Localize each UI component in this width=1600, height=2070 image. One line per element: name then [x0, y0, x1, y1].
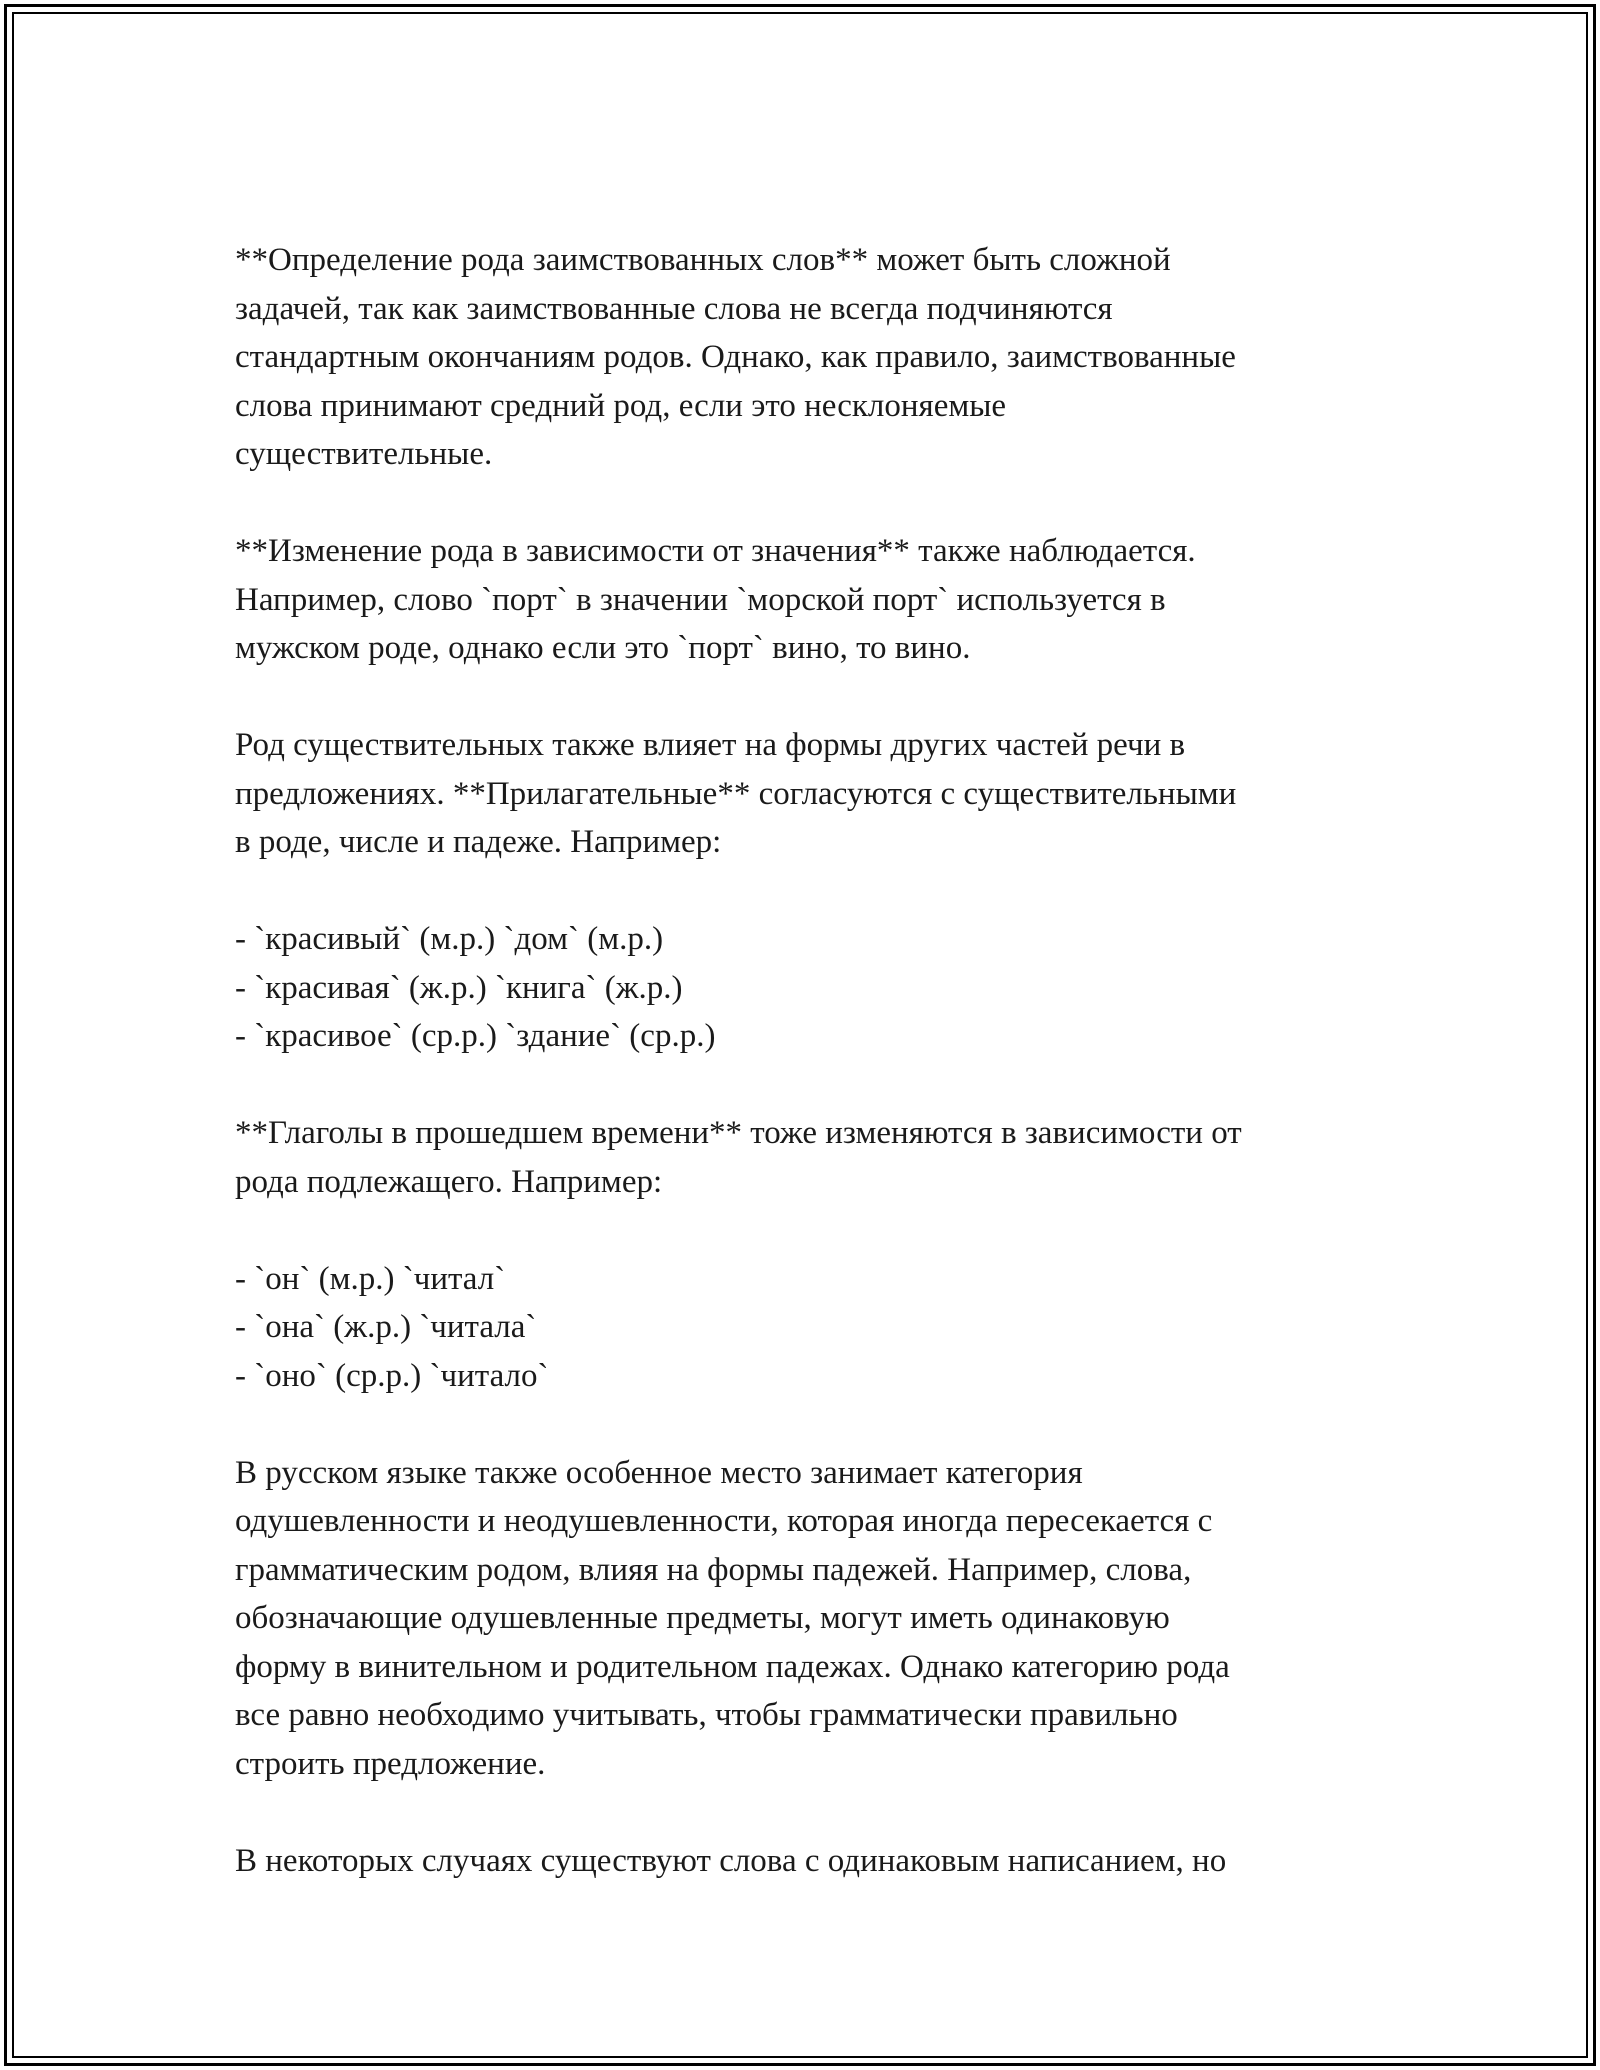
text-line: В русском языке также особенное место занимает категория — [235, 1454, 1083, 1491]
paragraph-gender-by-meaning — [235, 527, 1385, 673]
paragraph-homographs — [235, 1837, 1385, 1886]
text-line: предложениях. **Прилагательные** согласуются с существительными — [235, 775, 1237, 812]
text-line: все равно необходимо учитывать, чтобы грамматически правильно — [235, 1697, 1178, 1733]
text-line: грамматическим родом, влияя на формы падежей. Например, слова, — [235, 1551, 1192, 1588]
paragraph-gap — [235, 479, 1385, 528]
text-line: в роде, числе и падеже. Например: — [235, 824, 722, 860]
paragraph-gap — [235, 673, 1385, 722]
text-line: **Изменение рода в зависимости от значения** также наблюдается. — [235, 533, 1196, 569]
text-line: одушевленности и неодушевленности, которая иногда пересекается с — [235, 1503, 1213, 1539]
list-item: - `она` (ж.р.) `читала` — [235, 1309, 537, 1345]
text-line: **Определение рода заимствованных слов** может быть сложной — [235, 242, 1171, 278]
paragraph-gap — [235, 1206, 1385, 1255]
text-line: задачей, так как заимствованные слова не всегда подчиняются — [235, 290, 1113, 327]
text-line: Например, слово `порт` в значении `морской порт` используется в — [235, 581, 1166, 618]
text-line: **Глаголы в прошедшем времени** тоже изменяются в зависимости от — [235, 1115, 1242, 1151]
paragraph-gap — [235, 1061, 1385, 1110]
list-item: - `красивая` (ж.р.) `книга` (ж.р.) — [235, 969, 683, 1006]
text-line: обозначающие одушевленные предметы, могут иметь одинаковую — [235, 1600, 1170, 1636]
paragraph-gap — [235, 867, 1385, 916]
paragraph-gap — [235, 1400, 1385, 1449]
document-body — [235, 236, 1385, 1885]
paragraph-borrowed-words-gender — [235, 236, 1385, 479]
list-adjective-examples — [235, 915, 1385, 1061]
text-line: строить предложение. — [235, 1745, 546, 1782]
paragraph-adjective-agreement — [235, 721, 1385, 867]
list-item: - `оно` (ср.р.) `читало` — [235, 1357, 549, 1394]
text-line: рода подлежащего. Например: — [235, 1163, 663, 1200]
list-item: - `он` (м.р.) `читал` — [235, 1260, 506, 1297]
list-item: - `красивое` (ср.р.) `здание` (ср.р.) — [235, 1018, 716, 1054]
text-line: стандартным окончаниям родов. Однако, как правило, заимствованные — [235, 339, 1236, 375]
paragraph-gap — [235, 1788, 1385, 1837]
text-line: слова принимают средний род, если это несклоняемые — [235, 387, 1007, 424]
text-line: Род существительных также влияет на формы других частей речи в — [235, 727, 1186, 763]
paragraph-animacy — [235, 1449, 1385, 1789]
paragraph-past-tense-verbs — [235, 1109, 1385, 1206]
list-item: - `красивый` (м.р.) `дом` (м.р.) — [235, 921, 664, 957]
text-line: форму в винительном и родительном падежах. Однако категорию рода — [235, 1648, 1230, 1685]
text-line: мужском роде, однако если это `порт` вино, то вино. — [235, 630, 971, 666]
text-line: В некоторых случаях существуют слова с одинаковым написанием, но — [235, 1842, 1227, 1879]
list-verb-examples — [235, 1255, 1385, 1401]
text-line: существительные. — [235, 436, 493, 472]
